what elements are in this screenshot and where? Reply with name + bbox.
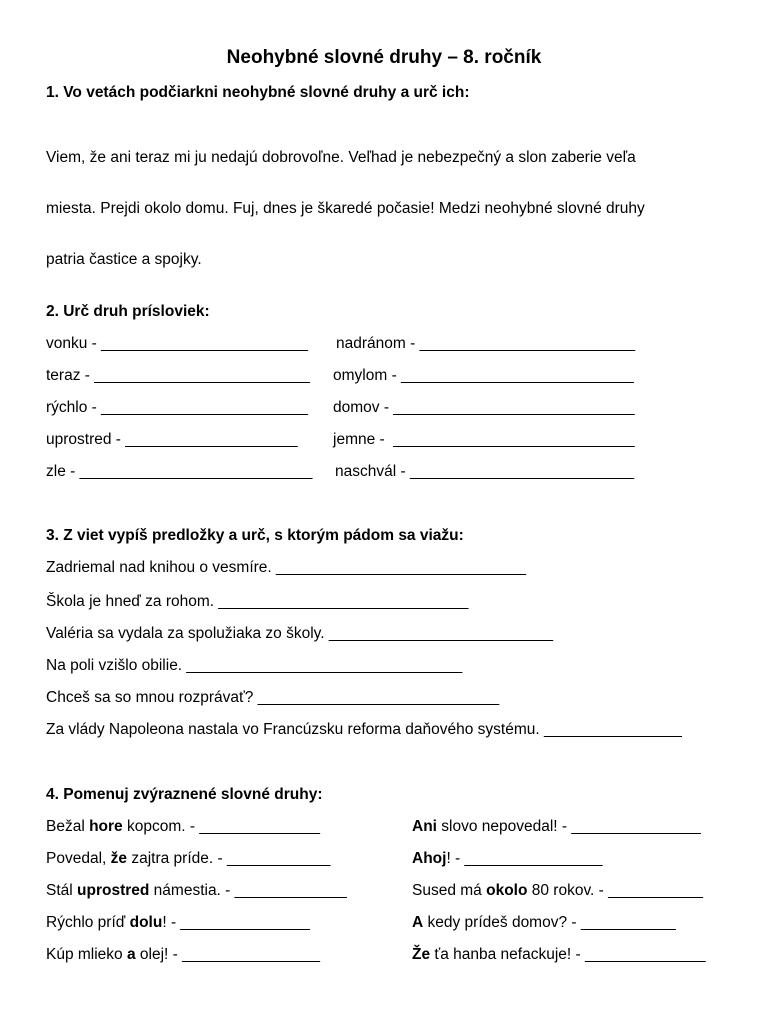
highlighted-word: dolu bbox=[129, 914, 163, 931]
highlighted-word: že bbox=[110, 850, 128, 867]
highlighted-word: Ahoj bbox=[412, 850, 447, 867]
highlighted-word: hore bbox=[89, 818, 123, 835]
adverb-item: teraz - _________________________ bbox=[46, 367, 310, 384]
adverb-item: vonku - ________________________ bbox=[46, 335, 309, 352]
word-type-item: Povedal, že zajtra príde. - ____________ bbox=[46, 850, 331, 867]
highlighted-word: uprostred bbox=[77, 882, 150, 899]
word-type-item: Stál uprostred námestia. - _____________ bbox=[46, 882, 347, 899]
section3-heading: 3. Z viet vypíš predložky a urč, s ktorým pádom sa viažu: bbox=[46, 527, 464, 544]
word-type-item: Kúp mlieko a olej! - ________________ bbox=[46, 946, 321, 963]
section4-heading: 4. Pomenuj zvýraznené slovné druhy: bbox=[46, 786, 323, 803]
word-type-item: Ahoj! - ________________ bbox=[412, 850, 603, 867]
section1-heading: 1. Vo vetách podčiarkni neohybné slovné druhy a urč ich: bbox=[46, 84, 470, 101]
page-title: Neohybné slovné druhy – 8. ročník bbox=[226, 47, 542, 68]
highlighted-word: okolo bbox=[486, 882, 528, 899]
word-type-item: Bežal hore kopcom. - ______________ bbox=[46, 818, 321, 835]
preposition-sentence: Valéria sa vydala za spolužiaka zo školy. __________________________ bbox=[46, 625, 553, 642]
word-type-item: Sused má okolo 80 rokov. - ___________ bbox=[412, 882, 703, 899]
word-type-item: Ani slovo nepovedal! - _______________ bbox=[412, 818, 701, 835]
adverb-item: naschvál - __________________________ bbox=[335, 463, 635, 480]
highlighted-word: a bbox=[126, 946, 136, 963]
adverb-item: zle - ___________________________ bbox=[46, 463, 313, 480]
word-type-item: Rýchlo príď dolu! - _______________ bbox=[46, 914, 310, 931]
adverb-item: rýchlo - ________________________ bbox=[46, 399, 309, 416]
word-type-item: Že ťa hanba nefackuje! - ______________ bbox=[412, 946, 706, 963]
section1-line: Viem, že ani teraz mi ju nedajú dobrovoľne. Veľhad je nebezpečný a slon zaberie veľa bbox=[46, 149, 636, 166]
section2-heading: 2. Urč druh prísloviek: bbox=[46, 303, 210, 320]
adverb-item: domov - ____________________________ bbox=[333, 399, 635, 416]
preposition-sentence: Zadriemal nad knihou o vesmíre. _____________________________ bbox=[46, 559, 527, 576]
highlighted-word: A bbox=[412, 914, 424, 931]
highlighted-word: Ani bbox=[412, 818, 437, 835]
preposition-sentence: Škola je hneď za rohom. _____________________________ bbox=[46, 593, 469, 610]
adverb-item: nadránom - _________________________ bbox=[336, 335, 636, 352]
preposition-sentence: Chceš sa so mnou rozprávať? ____________________________ bbox=[46, 689, 500, 706]
preposition-sentence: Za vlády Napoleona nastala vo Francúzsku reforma daňového systému. ________________ bbox=[46, 721, 682, 738]
section1-line: miesta. Prejdi okolo domu. Fuj, dnes je škaredé počasie! Medzi neohybné slovné druhy bbox=[46, 200, 645, 217]
word-type-item: A kedy prídeš domov? - ___________ bbox=[412, 914, 676, 931]
adverb-item: jemne - ____________________________ bbox=[333, 431, 635, 448]
adverb-item: omylom - ___________________________ bbox=[333, 367, 634, 384]
adverb-item: uprostred - ____________________ bbox=[46, 431, 298, 448]
section1-line: patria častice a spojky. bbox=[46, 251, 202, 268]
preposition-sentence: Na poli vzišlo obilie. ________________________________ bbox=[46, 657, 463, 674]
highlighted-word: Že bbox=[412, 946, 431, 963]
